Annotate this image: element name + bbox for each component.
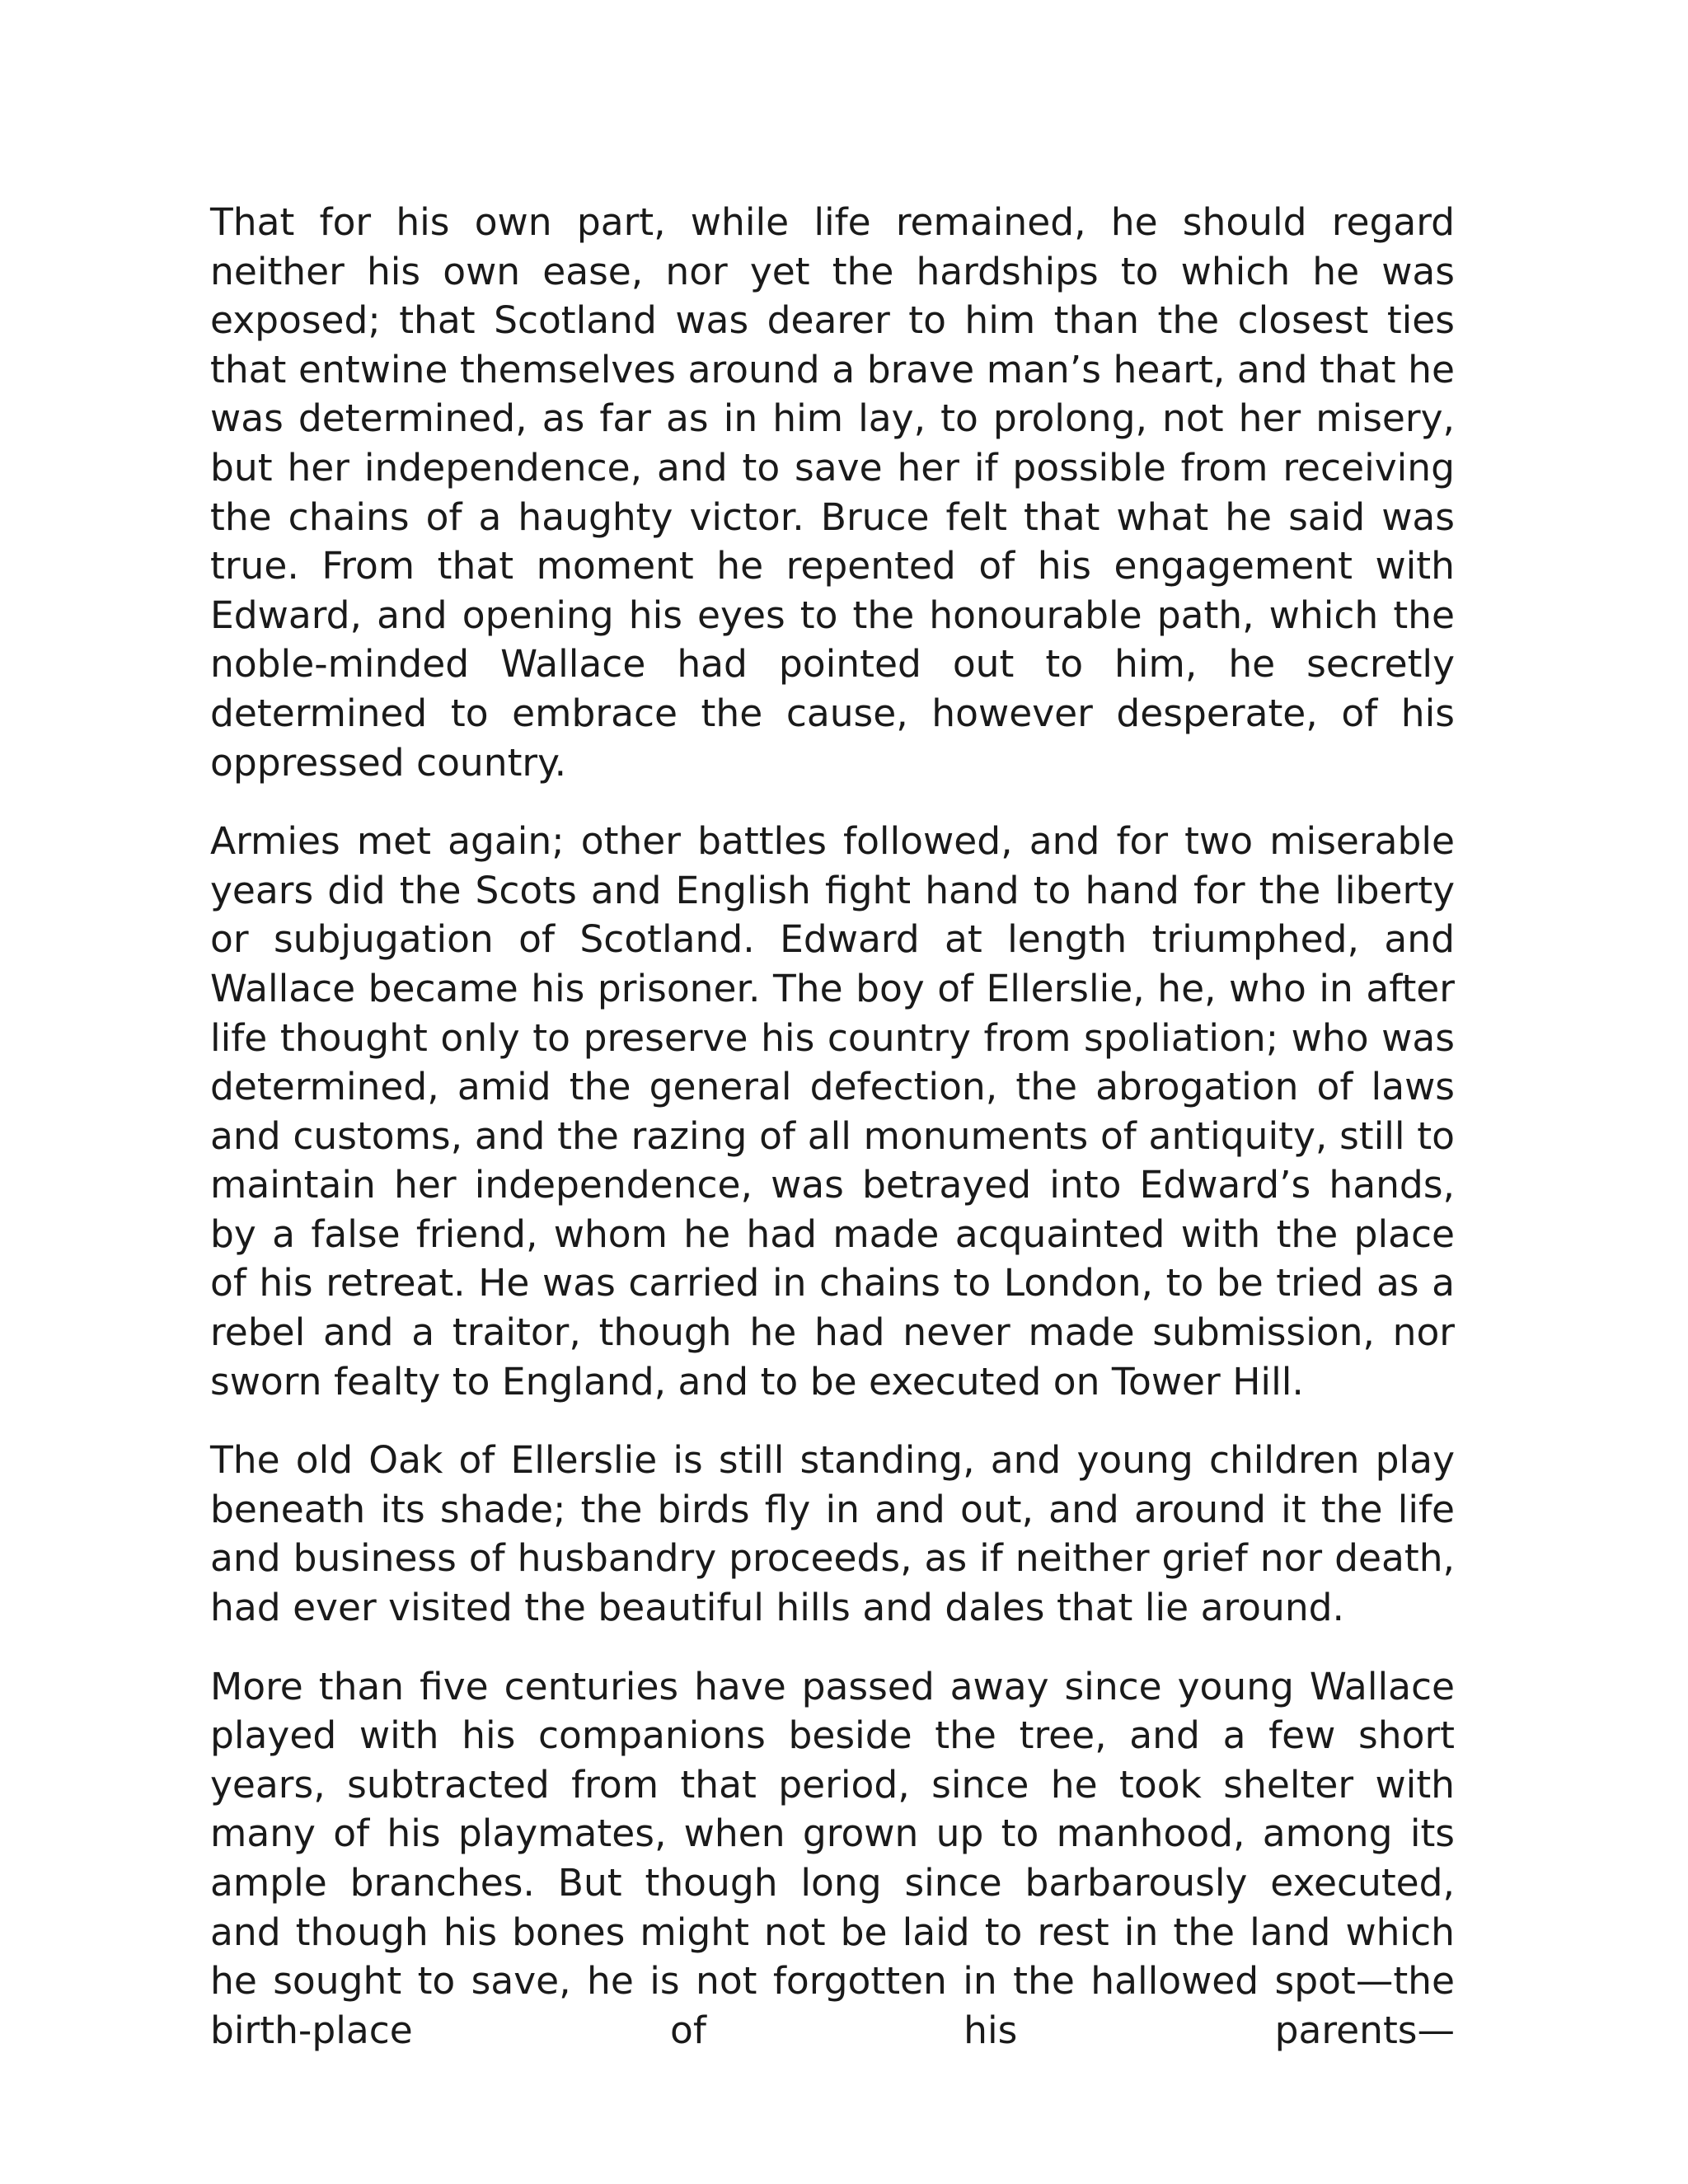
paragraph-3: The old Oak of Ellerslie is still standing, and young children play beneath its shade; the birds fly in and out, and around it the life and business of husbandry proceeds, as if neither grief nor death, had ever visited the beautiful hills and dales that lie around. (210, 1438, 1455, 1630)
paragraph-1: That for his own part, while life remained, he should regard neither his own ease, nor yet the hardships to which he was exposed; that Scotland was dearer to him than the closest ties that entwine themselves around a brave man’s heart, and that he was determined, as far as in him lay, to prolong, not her misery, but her independence, and to save her if possible from receiving the chains of a haughty victor. Bruce felt that what he said was true. From that moment he repented of his engagement with Edward, and opening his eyes to the honourable path, which the noble-minded Wallace had pointed out to him, he secretly determined to embrace the cause, however desperate, of his oppressed country. (210, 200, 1455, 785)
paragraph-4: More than five centuries have passed away since young Wallace played with his companions beside the tree, and a few short years, subtracted from that period, since he took shelter with many of his playmates, when grown up to manhood, among its ample branches. But though long since barbarously executed, and though his bones might not be laid to rest in the land which he sought to save, he is not forgotten in the hallowed spot—the birth-place of his parents— (210, 1664, 1455, 2052)
page-body (210, 198, 1455, 2084)
paragraph-2: Armies met again; other battles followed, and for two miserable years did the Scots and English fight hand to hand for the liberty or subjugation of Scotland. Edward at length triumphed, and Wallace became his prisoner. The boy of Ellerslie, he, who in after life thought only to preserve his country from spoliation; who was determined, amid the general defection, the abrogation of laws and customs, and the razing of all monuments of antiquity, still to maintain her independence, was betrayed into Edward’s hands, by a false friend, whom he had made acquainted with the place of his retreat. He was carried in chains to London, to be tried as a rebel and a traitor, though he had never made submission, nor sworn fealty to England, and to be executed on Tower Hill. (210, 819, 1455, 1404)
